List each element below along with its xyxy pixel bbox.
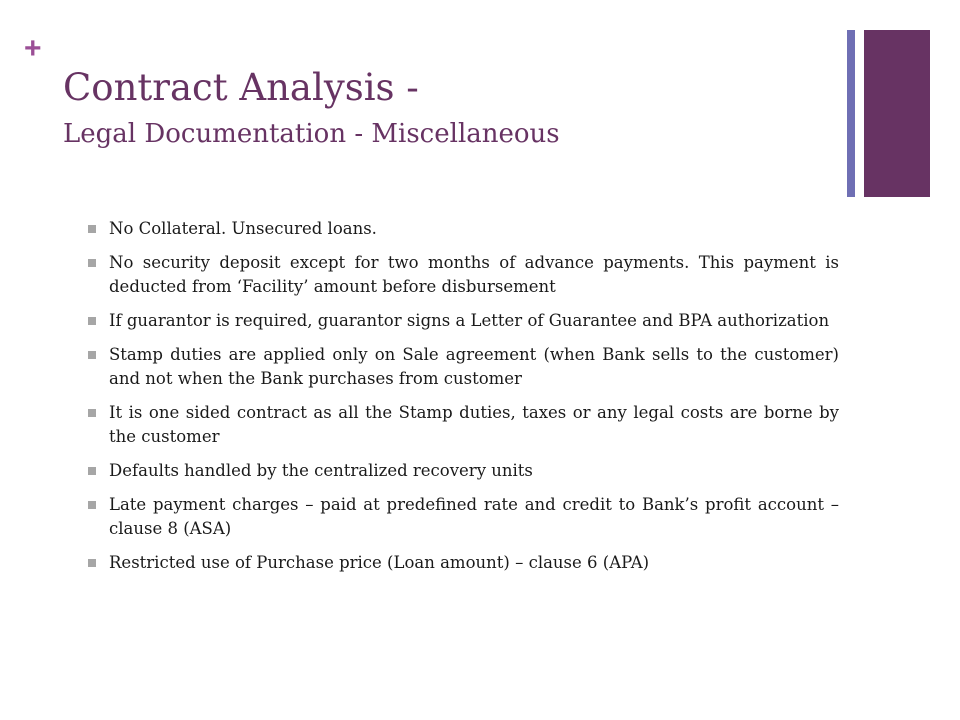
square-bullet-icon — [88, 501, 96, 509]
bullet-text: Late payment charges – paid at predefined rate and credit to Bank’s profit account – clause 8 (ASA) — [109, 495, 839, 538]
bullet-text: Defaults handled by the centralized recovery units — [109, 461, 533, 480]
square-bullet-icon — [88, 467, 96, 475]
square-bullet-icon — [88, 259, 96, 267]
bullet-text: Stamp duties are applied only on Sale agreement (when Bank sells to the customer) and not when the Bank purchases from customer — [109, 345, 839, 388]
decorative-bar-thin — [847, 30, 855, 197]
square-bullet-icon — [88, 409, 96, 417]
bullet-text: No security deposit except for two months of advance payments. This payment is deducted from ‘Facility’ amount before disbursement — [109, 253, 839, 296]
slide-title-block — [63, 64, 560, 152]
decorative-bar-thick — [864, 30, 930, 197]
slide-subtitle: Legal Documentation - Miscellaneous — [63, 119, 560, 149]
bullet-item — [88, 459, 839, 483]
slide-title: Contract Analysis - — [63, 66, 419, 109]
bullet-item — [88, 309, 839, 333]
square-bullet-icon — [88, 225, 96, 233]
bullet-item — [88, 251, 839, 299]
bullet-item — [88, 493, 839, 541]
bullet-item — [88, 551, 839, 575]
bullet-text: Restricted use of Purchase price (Loan amount) – clause 6 (APA) — [109, 553, 650, 572]
bullet-text: It is one sided contract as all the Stamp duties, taxes or any legal costs are borne by the customer — [109, 403, 839, 446]
bullet-item — [88, 343, 839, 391]
bullet-item — [88, 217, 839, 241]
square-bullet-icon — [88, 351, 96, 359]
bullet-text: No Collateral. Unsecured loans. — [109, 219, 377, 238]
plus-icon: + — [24, 32, 42, 65]
bullet-text: If guarantor is required, guarantor signs a Letter of Guarantee and BPA authorization — [109, 311, 830, 330]
bullet-item — [88, 401, 839, 449]
square-bullet-icon — [88, 317, 96, 325]
square-bullet-icon — [88, 559, 96, 567]
bullet-list — [88, 217, 839, 585]
